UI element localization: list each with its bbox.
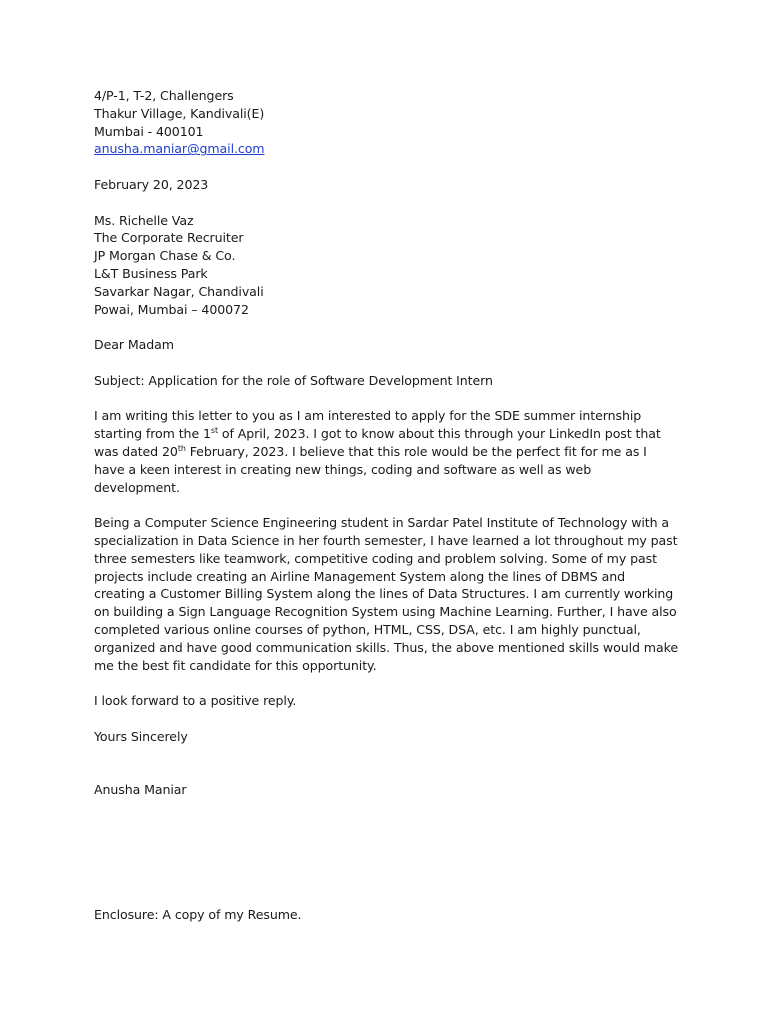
enclosure-note: Enclosure: A copy of my Resume. <box>94 907 302 922</box>
letter-body <box>94 87 684 799</box>
sender-email-link[interactable]: anusha.maniar@gmail.com <box>94 141 265 157</box>
recipient-title: The Corporate Recruiter <box>94 230 244 246</box>
ordinal-suffix-st: st <box>210 425 219 435</box>
spacer <box>94 674 684 692</box>
ordinal-suffix-th: th <box>177 443 186 453</box>
recipient-company: JP Morgan Chase & Co. <box>94 248 236 264</box>
spacer <box>94 710 684 728</box>
signature-name: Anusha Maniar <box>94 782 187 798</box>
spacer <box>94 496 684 514</box>
spacer <box>94 318 684 336</box>
spacer <box>94 194 684 212</box>
paragraph-intro-part-3: February, 2023. I believe that this role would be the perfect fit for me as I have a keen interest in creating new things, coding and software as well as web development. <box>94 443 647 495</box>
paragraph-intro-part-1: I am writing this letter to you as I am interested to apply for the SDE summer internship starting from the 1 <box>94 408 642 442</box>
spacer <box>94 158 684 176</box>
paragraph-intro-part-2: of April, 2023. I got to know about this through your LinkedIn post that was dated 20 <box>94 426 661 459</box>
sender-address-line-2: Thakur Village, Kandivali(E) <box>94 105 265 121</box>
letter-date: February 20, 2023 <box>94 176 209 192</box>
sender-address-line-3: Mumbai - 400101 <box>94 123 204 139</box>
paragraph-intro <box>94 407 679 496</box>
recipient-address-line-3: Powai, Mumbai – 400072 <box>94 301 249 317</box>
salutation: Dear Madam <box>94 337 174 353</box>
recipient-address-line-2: Savarkar Nagar, Chandivali <box>94 283 264 299</box>
sender-address <box>94 87 684 158</box>
sender-address-line-1: 4/P-1, T-2, Challengers <box>94 88 234 103</box>
signature-spacer <box>94 745 684 781</box>
paragraph-qualifications: Being a Computer Science Engineering student in Sardar Patel Institute of Technology with a specialization in Data Science in her fourth semester, I have learned a lot throughout my past three semesters like teamwork, competitive coding and problem solving. Some of my past projects include creating an Airline Management System along the lines of DBMS and creating a Customer Billing System along the lines of Data Structures. I am currently working on building a Sign Language Recognition System using Machine Learning. Further, I have also completed various online courses of python, HTML, CSS, DSA, etc. I am highly punctual, organized and have good communication skills. Thus, the above mentioned skills would make me the best fit candidate for this opportunity. <box>94 515 678 673</box>
recipient-name: Ms. Richelle Vaz <box>94 212 194 228</box>
spacer <box>94 354 684 372</box>
subject-line: Subject: Application for the role of Software Development Intern <box>94 372 493 388</box>
closing-line: I look forward to a positive reply. <box>94 693 297 709</box>
signoff: Yours Sincerely <box>94 728 188 744</box>
spacer <box>94 390 684 408</box>
recipient-address-line-1: L&T Business Park <box>94 265 208 281</box>
recipient-address <box>94 212 684 319</box>
